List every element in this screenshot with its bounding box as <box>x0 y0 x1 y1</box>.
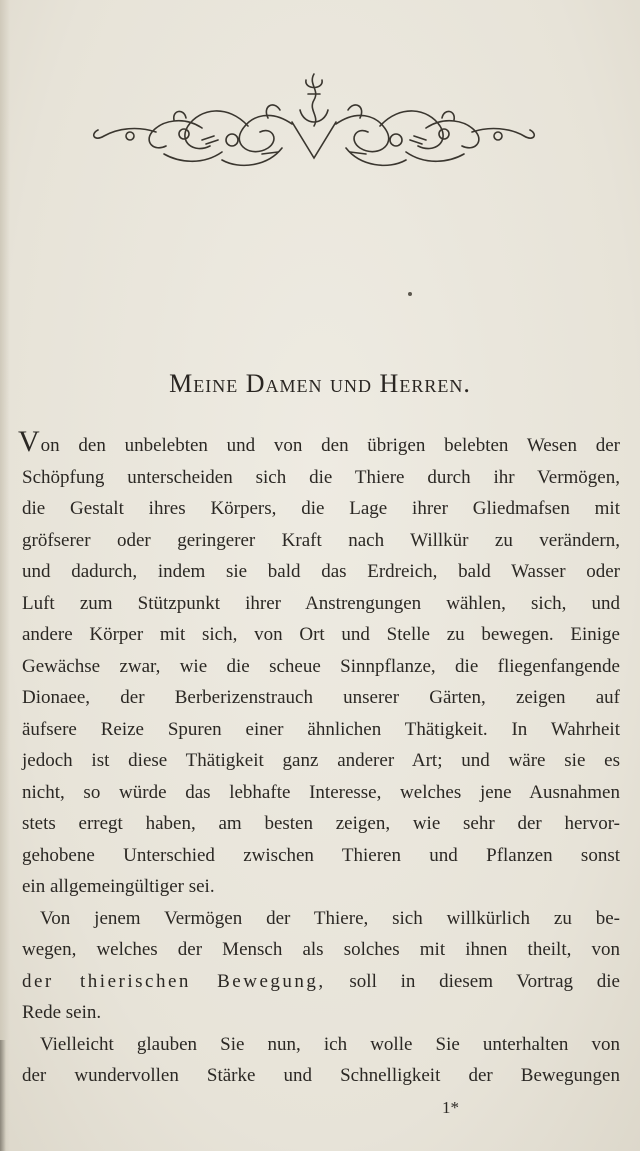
page-binding-shadow <box>0 1040 6 1151</box>
text-line: äufsere Reize Spuren einer ähnlichen Thätigkeit. In Wahrheit <box>22 718 620 740</box>
text-line: die Gestalt ihres Körpers, die Lage ihrer Gliedmafsen mit <box>22 498 620 519</box>
text-line: ein allgemeingültiger sei. <box>22 876 215 897</box>
text-line: Rede sein. <box>22 1002 102 1023</box>
text-line: Schöpfung unterscheiden sich die Thiere durch ihr Vermögen, <box>22 466 620 488</box>
text-line: Von den unbelebten und von den übrigen belebten Wesen der <box>18 425 620 458</box>
text-line: wegen, welches der Mensch als solches mit ihnen theilt, von <box>22 939 620 960</box>
paper-speck <box>408 292 412 296</box>
text-line: Luft zum Stützpunkt ihrer Anstrengungen wählen, sich, und <box>22 592 620 614</box>
floral-headpiece-ornament-icon <box>82 70 546 174</box>
text-line: und dadurch, indem sie bald das Erdreich, bald Wasser oder <box>22 561 620 582</box>
text-line: jedoch ist diese Thätigkeit ganz anderer Art; und wäre sie es <box>22 750 620 771</box>
body-text <box>18 425 640 1092</box>
text-line: der thierischen Bewegung, soll in diesem Vortrag die <box>22 970 620 992</box>
text-line: gröfserer oder geringerer Kraft nach Willkür zu verändern, <box>22 529 620 551</box>
text-line: der wundervollen Stärke und Schnelligkeit der Bewegungen <box>22 1065 620 1086</box>
text-line: nicht, so würde das lebhafte Interesse, welches jene Ausnahmen <box>22 781 620 803</box>
drop-initial: V <box>18 425 40 458</box>
signature-mark: 1* <box>442 1098 459 1117</box>
text-line: Vielleicht glauben Sie nun, ich wolle Sie unterhalten von <box>40 1033 620 1055</box>
page-left-edge-shadow <box>0 0 10 1151</box>
text-line: gehobene Unterschied zwischen Thieren und Pflanzen sonst <box>22 844 620 866</box>
text-line: Gewächse zwar, wie die scheue Sinnpflanze, die fliegenfangende <box>22 655 620 677</box>
page-heading: Meine Damen und Herren. <box>169 369 471 398</box>
text-line: Von jenem Vermögen der Thiere, sich willkürlich zu be- <box>40 907 620 929</box>
emphasized-term: der thierischen Bewegung, <box>22 970 326 992</box>
text-line: Dionaee, der Berberizenstrauch unserer Gärten, zeigen auf <box>22 687 620 708</box>
text-line: stets erregt haben, am besten zeigen, wie sehr der hervor- <box>22 813 620 834</box>
text-line: andere Körper mit sich, von Ort und Stelle zu bewegen. Einige <box>22 624 620 645</box>
